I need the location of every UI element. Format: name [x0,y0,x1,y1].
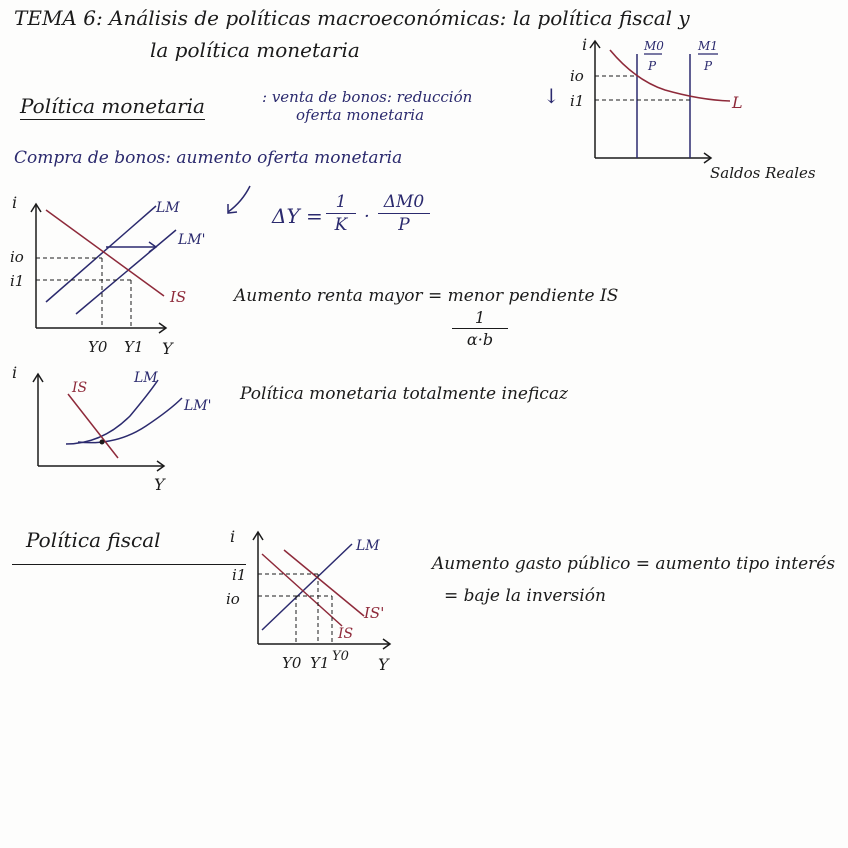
topic-title-line2: la política monetaria [150,38,360,62]
formula-dot: · [364,206,370,227]
fiscal-y0-label: Y0 [282,654,302,672]
formula-lhs: ΔY = [272,204,323,228]
fiscal-heading: Política fiscal [26,528,161,552]
monetary-heading: Política monetaria [20,94,205,118]
formula-d2: P [398,215,410,235]
fiscal-is-shift-label: IS' [364,604,385,622]
lm-curve [46,206,156,302]
graph1-lm-shift-label: LM' [178,232,206,248]
formula-fraction-1 [326,192,356,235]
graph1-axis-x-label: Y [162,339,173,358]
fiscal-y0b-label: Y0 [332,649,349,664]
fiscal-axis-x-label: Y [378,655,389,674]
slope-fraction-num: 1 [474,308,486,327]
money-axis-y-label: i [582,35,588,54]
money-demand-label: L [732,93,743,112]
m1-denominator: P [704,59,713,73]
graph2-lm-shift-label: LM' [184,398,212,414]
lm-shifted-curve [78,398,182,443]
fiscal-note-line2: = baje la inversión [444,586,606,606]
islm-liquidity-trap-graph [6,362,236,492]
graph1-axis-y-label: i [12,193,18,212]
graph2-axis-x-label: Y [154,475,165,494]
money-i1-label: i1 [570,92,585,110]
graph2-axis-y-label: i [12,363,18,382]
is-curve [46,210,164,296]
fiscal-i1-label: i1 [232,566,247,584]
formula-d1: K [334,215,348,235]
fiscal-y1-label: Y1 [310,654,330,672]
graph1-i1-label: i1 [10,272,25,290]
down-arrow-icon: ↓ [543,84,560,108]
formula-n1: 1 [335,192,347,212]
money-i0-label: io [570,67,584,85]
m0-denominator: P [648,59,657,73]
lm-curve [262,544,352,630]
m1-numerator: M1 [698,39,718,53]
money-market-graph [560,36,840,186]
money-axis-x-label: Saldos Reales [710,164,816,182]
ineffective-policy-note: Política monetaria totalmente ineficaz [240,384,568,404]
graph1-y1-label: Y1 [124,338,144,356]
graph1-i0-label: io [10,248,24,266]
fiscal-i0-label: io [226,590,240,608]
is-curve [68,394,118,458]
bond-sale-note-line2: oferta monetaria [296,106,425,124]
fiscal-axis-y-label: i [230,527,236,546]
bond-purchase-note: Compra de bonos: aumento oferta monetaria [14,148,403,168]
fiscal-lm-label: LM [356,538,380,554]
slope-fraction [452,308,508,349]
graph2-lm-label: LM [134,370,158,386]
money-demand-curve [610,50,730,101]
graph1-y0-label: Y0 [88,338,108,356]
bond-sale-note-line1: : venta de bonos: reducción [262,88,473,106]
graph1-lm-label: LM [156,200,180,216]
graph1-is-label: IS [170,288,187,306]
m0-numerator: M0 [644,39,664,53]
formula-fraction-2 [378,192,430,235]
topic-title-line1: TEMA 6: Análisis de políticas macroeconómicas: la política fiscal y [14,6,690,30]
fiscal-heading-rule [12,564,246,565]
formula-n2: ΔM0 [383,192,425,212]
islm-monetary-expansion-graph [6,192,236,362]
income-slope-note: Aumento renta mayor = menor pendiente IS [234,286,619,306]
slope-fraction-den: α·b [466,330,494,349]
fiscal-note-line1: Aumento gasto público = aumento tipo interés [432,554,836,574]
fiscal-is-label: IS [338,626,354,642]
islm-fiscal-expansion-graph [222,522,422,682]
graph2-is-label: IS [72,380,88,396]
